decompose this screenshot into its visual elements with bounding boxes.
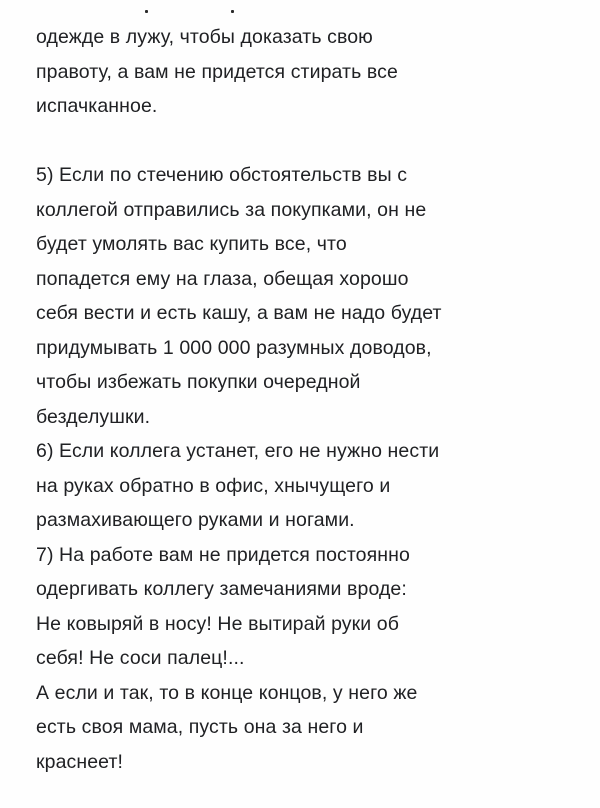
cropped-glyph [145, 10, 148, 13]
paragraph-intro: одежде в лужу, чтобы доказать свою правоту, а вам не придется стирать все испачканное. [36, 26, 398, 117]
cropped-previous-line [35, 0, 555, 14]
article-text [36, 20, 576, 779]
paragraph-7: 7) На работе вам не придется постоянно одергивать коллегу замечаниями вроде: Не ковыряй в носу! Не вытирай руки об себя! Не соси палец!... [36, 543, 410, 669]
paragraph-6: 6) Если коллега устанет, его не нужно нести на руках обратно в офис, хнычущего и размахивающего руками и ногами. [36, 440, 440, 531]
cropped-glyph [231, 10, 234, 13]
paragraph-5: 5) Если по стечению обстоятельств вы с коллегой отправились за покупками, он не будет умолять вас купить все, что попадется ему на глаза, обещая хорошо себя вести и есть кашу, а вам не надо будет придумывать 1 000 000 разумных доводов, чтобы избежать покупки очередной безделушки. [36, 164, 442, 428]
paragraph-gap [36, 124, 576, 159]
paragraph-final: А если и так, то в конце концов, у него же есть своя мама, пусть она за него и краснеет! [36, 681, 418, 773]
